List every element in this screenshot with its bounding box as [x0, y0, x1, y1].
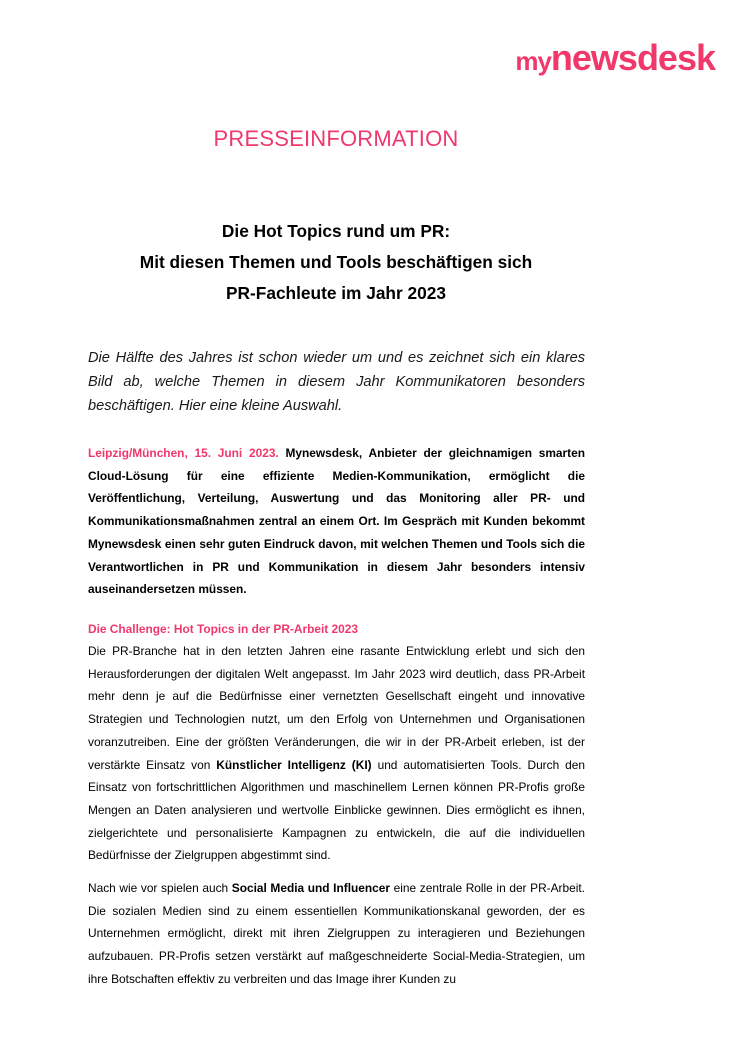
- headline-line-3: PR-Fachleute im Jahr 2023: [226, 283, 446, 303]
- body-paragraph-2: [88, 877, 585, 991]
- para2-emphasis: Social Media und Influencer: [231, 881, 391, 895]
- para1-text-b: und automatisierten Tools. Durch den Einsatz von fortschrittlichen Algorithmen und maschinellem Lernen können PR-Profis große Mengen an Daten analysieren und wertvolle Einblicke gewinnen. Dies ermöglicht es ihnen, zielgerichtete und personalisierte Kampagnen zu entwickeln, die auf die individuellen Bedürfnisse der Zielgruppen abgestimmt sind.: [88, 757, 586, 863]
- intro-text: Mynewsdesk, Anbieter der gleichnamigen smarten Cloud-Lösung für eine effiziente Medien-Kommunikation, ermöglicht die Veröffentlichung, Verteilung, Auswertung und das Monitoring aller PR- und Kommunikationsmaßnahmen zentral an einem Ort. Im Gespräch mit Kunden bekommt Mynewsdesk einen sehr guten Eindruck davon, mit welchen Themen und Tools sich die Verantwortlichen in PR und Kommunikation in diesem Jahr besonders intensiv auseinandersetzen müssen.: [88, 446, 585, 597]
- lead-paragraph: Die Hälfte des Jahres ist schon wieder um und es zeichnet sich ein klares Bild ab, welche Themen in diesem Jahr Kommunikatoren besonders beschäftigen. Hier eine kleine Auswahl.: [88, 350, 585, 414]
- logo-main: newsdesk: [550, 37, 715, 78]
- para1-emphasis: Künstlicher Intelligenz (KI): [216, 757, 372, 772]
- headline-line-1: Die Hot Topics rund um PR:: [221, 221, 451, 241]
- press-release-headline: [88, 216, 584, 309]
- section-heading: Die Challenge: Hot Topics in der PR-Arbeit 2023: [88, 622, 359, 636]
- headline-line-2: Mit diesen Themen und Tools beschäftigen sich: [139, 252, 533, 272]
- para2-text-b: eine zentrale Rolle in der PR-Arbeit. Die sozialen Medien sind zu einem essentiellen Kommunikationskanal geworden, der es Unternehmen ermöglicht, direkt mit ihren Zielgruppen zu interagieren und Beziehungen aufzubauen. PR-Profis setzen verstärkt auf maßgeschneiderte Social-Media-Strategien, um ihre Botschaften effektiv zu verbreiten und das Image ihrer Kunden zu: [88, 881, 585, 986]
- body-paragraph-1: [88, 640, 585, 867]
- para1-text-a: Die PR-Branche hat in den letzten Jahren eine rasante Entwicklung erlebt und sich den Herausforderungen der digitalen Welt angepasst. Im Jahr 2023 wird deutlich, dass PR-Arbeit mehr denn je auf die Bedürfnisse einer vernetzten Gesellschaft eingeht und innovative Strategien und Technologien nutzt, um den Erfolg von Unternehmen und Organisationen voranzutreiben. Eine der größten Veränderungen, die wir in der PR-Arbeit erleben, ist der verstärkte Einsatz von: [88, 644, 585, 772]
- dateline: Leipzig/München, 15. Juni 2023.: [88, 446, 279, 460]
- document-type-heading: PRESSEINFORMATION: [213, 126, 459, 151]
- para2-text-a: Nach wie vor spielen auch: [88, 881, 232, 895]
- intro-paragraph: [88, 442, 585, 601]
- mynewsdesk-logo: [515, 37, 715, 78]
- logo-prefix: my: [515, 46, 551, 76]
